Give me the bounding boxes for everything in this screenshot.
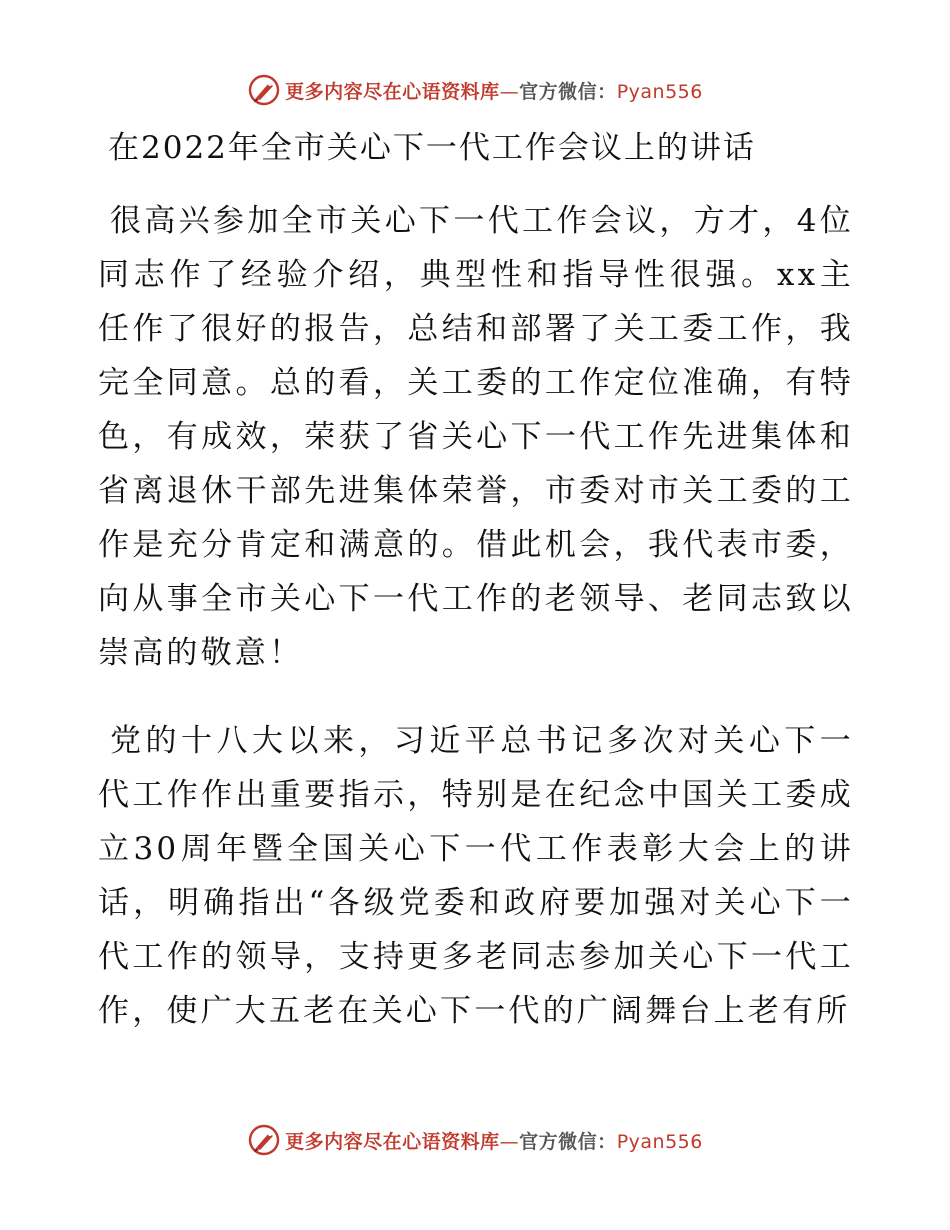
pen-logo-icon	[247, 73, 281, 107]
watermark-text	[285, 77, 703, 104]
watermark-dash: —	[499, 1130, 520, 1153]
pen-logo-icon	[247, 1123, 281, 1157]
watermark-main-text: 更多内容尽在心语资料库	[285, 80, 500, 103]
watermark-wechat-id: Pyan556	[616, 1130, 703, 1153]
watermark-text	[285, 1127, 703, 1154]
watermark-wechat-label: 官方微信：	[519, 80, 617, 103]
watermark-main-text: 更多内容尽在心语资料库	[285, 1130, 500, 1153]
document-title: 在2022年全市关心下一代工作会议上的讲话	[108, 130, 756, 166]
header-watermark-banner	[0, 72, 950, 108]
watermark-wechat-label: 官方微信：	[519, 1130, 617, 1153]
watermark-wechat-id: Pyan556	[616, 80, 703, 103]
footer-watermark-banner	[0, 1122, 950, 1158]
watermark-dash: —	[499, 80, 520, 103]
paragraph-2: 党的十八大以来，习近平总书记多次对关心下一代工作作出重要指示，特别是在纪念中国关工委成立30周年暨全国关心下一代工作表彰大会上的讲话，明确指出“各级党委和政府要加强对关心下一代工作的领导，支持更多老同志参加关心下一代工作，使广大五老在关心下一代的广阔舞台上老有所	[98, 723, 854, 1029]
paragraph-1: 很高兴参加全市关心下一代工作会议，方才，4位同志作了经验介绍，典型性和指导性很强。xx主任作了很好的报告，总结和部署了关工委工作，我完全同意。总的看，关工委的工作定位准确，有特色，有成效，荣获了省关心下一代工作先进集体和省离退休干部先进集体荣誉，市委对市关工委的工作是充分肯定和满意的。借此机会，我代表市委，向从事全市关心下一代工作的老领导、老同志致以崇高的敬意！	[98, 203, 854, 671]
